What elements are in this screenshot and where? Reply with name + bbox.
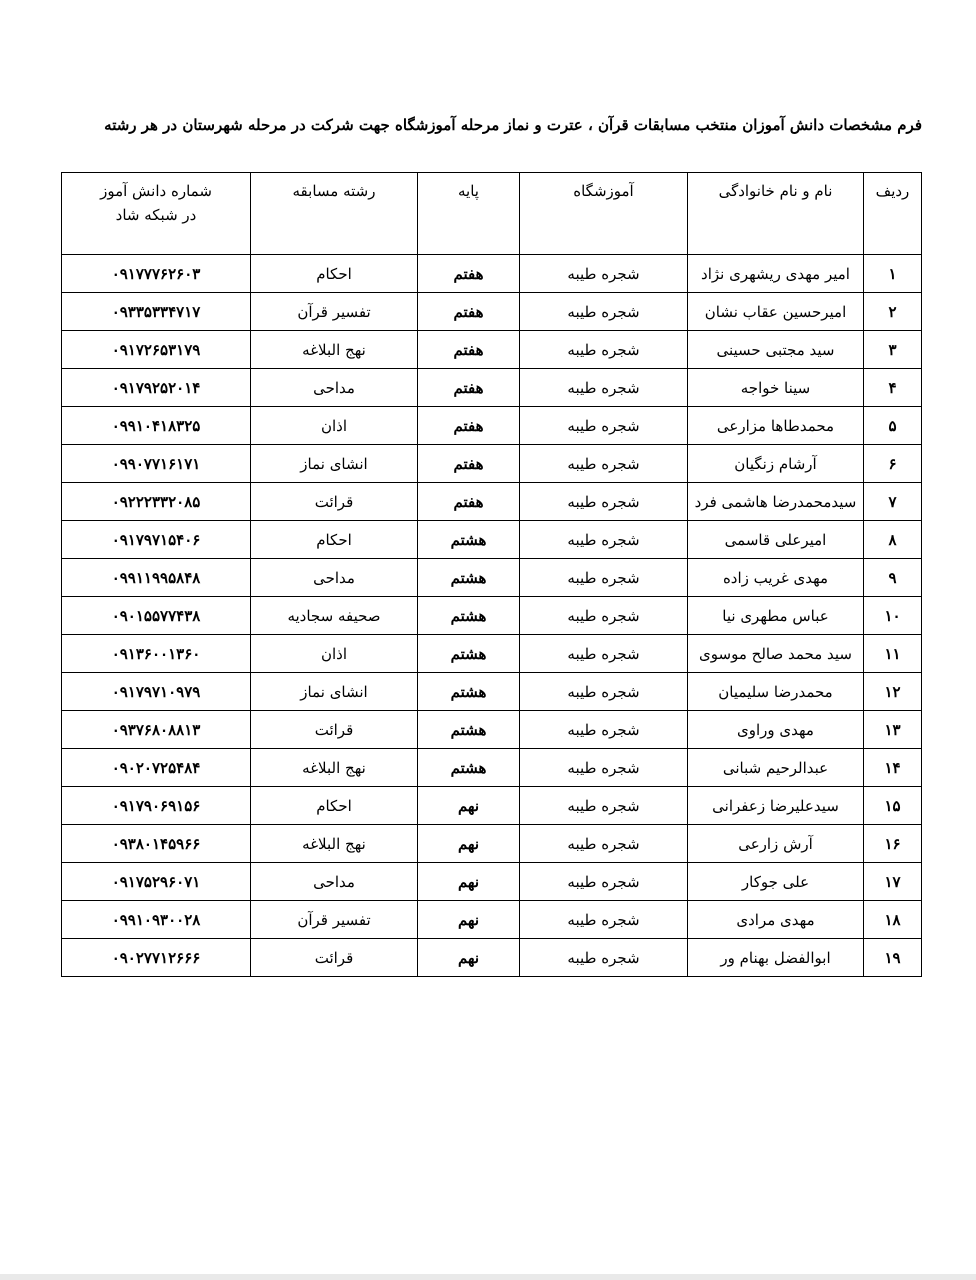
cell-school: شجره طیبه — [520, 863, 688, 901]
students-table — [61, 172, 922, 977]
page-title: فرم مشخصات دانش آموزان منتخب مسابقات قرآن ، عترت و نماز مرحله آموزشگاه جهت شرکت در مرحله شهرستان در هر رشته — [104, 116, 922, 134]
cell-school: شجره طیبه — [520, 369, 688, 407]
cell-field: قرائت — [251, 939, 418, 977]
cell-field: قرائت — [251, 483, 418, 521]
cell-row-number: ۱۴ — [864, 749, 922, 787]
cell-field: مداحی — [251, 863, 418, 901]
cell-school: شجره طیبه — [520, 445, 688, 483]
cell-field: اذان — [251, 635, 418, 673]
cell-field: صحیفه سجادیه — [251, 597, 418, 635]
table-row — [62, 559, 922, 597]
cell-school: شجره طیبه — [520, 331, 688, 369]
cell-phone: ۰۹۹۰۷۷۱۶۱۷۱ — [62, 445, 251, 483]
cell-field: اذان — [251, 407, 418, 445]
cell-name: علی جوکار — [688, 863, 864, 901]
table-row — [62, 483, 922, 521]
cell-field: نهج البلاغه — [251, 749, 418, 787]
cell-field: نهج البلاغه — [251, 825, 418, 863]
cell-phone: ۰۹۰۲۰۷۲۵۴۸۴ — [62, 749, 251, 787]
cell-name: امیرحسین عقاب نشان — [688, 293, 864, 331]
cell-field: احکام — [251, 255, 418, 293]
cell-grade: هشتم — [418, 521, 520, 559]
table-row — [62, 597, 922, 635]
cell-name: سید محمد صالح موسوی — [688, 635, 864, 673]
cell-phone: ۰۹۱۷۹۰۶۹۱۵۶ — [62, 787, 251, 825]
cell-phone: ۰۹۰۲۷۷۱۲۶۶۶ — [62, 939, 251, 977]
header-name: نام و نام خانوادگی — [688, 173, 864, 255]
cell-name: مهدی غریب زاده — [688, 559, 864, 597]
cell-school: شجره طیبه — [520, 483, 688, 521]
table-row — [62, 407, 922, 445]
cell-name: ابوالفضل بهنام ور — [688, 939, 864, 977]
cell-school: شجره طیبه — [520, 293, 688, 331]
header-phone-line1: شماره دانش آموز — [100, 182, 212, 200]
cell-name: سیدمحمدرضا هاشمی فرد — [688, 483, 864, 521]
header-phone — [62, 173, 251, 255]
cell-row-number: ۷ — [864, 483, 922, 521]
cell-row-number: ۱۰ — [864, 597, 922, 635]
cell-grade: هشتم — [418, 711, 520, 749]
cell-row-number: ۵ — [864, 407, 922, 445]
cell-row-number: ۱۹ — [864, 939, 922, 977]
cell-school: شجره طیبه — [520, 901, 688, 939]
cell-name: محمدرضا سلیمیان — [688, 673, 864, 711]
cell-school: شجره طیبه — [520, 825, 688, 863]
header-phone-line2: در شبکه شاد — [115, 206, 197, 224]
cell-row-number: ۱۳ — [864, 711, 922, 749]
cell-grade: هفتم — [418, 255, 520, 293]
cell-school: شجره طیبه — [520, 787, 688, 825]
cell-phone: ۰۹۱۷۹۷۱۰۹۷۹ — [62, 673, 251, 711]
cell-phone: ۰۹۹۱۰۴۱۸۳۲۵ — [62, 407, 251, 445]
cell-row-number: ۲ — [864, 293, 922, 331]
cell-school: شجره طیبه — [520, 635, 688, 673]
cell-row-number: ۱۷ — [864, 863, 922, 901]
cell-phone: ۰۹۳۸۰۱۴۵۹۶۶ — [62, 825, 251, 863]
cell-phone: ۰۹۱۷۹۲۵۲۰۱۴ — [62, 369, 251, 407]
table-row — [62, 635, 922, 673]
cell-name: محمدطاها مزارعی — [688, 407, 864, 445]
cell-row-number: ۶ — [864, 445, 922, 483]
cell-phone: ۰۹۰۱۵۵۷۷۴۳۸ — [62, 597, 251, 635]
cell-grade: هشتم — [418, 749, 520, 787]
table-row — [62, 255, 922, 293]
cell-school: شجره طیبه — [520, 521, 688, 559]
cell-grade: نهم — [418, 863, 520, 901]
cell-field: انشای نماز — [251, 445, 418, 483]
cell-school: شجره طیبه — [520, 407, 688, 445]
cell-field: تفسیر قرآن — [251, 901, 418, 939]
cell-name: آرش زارعی — [688, 825, 864, 863]
cell-row-number: ۱ — [864, 255, 922, 293]
cell-school: شجره طیبه — [520, 255, 688, 293]
cell-phone: ۰۹۱۷۷۷۶۲۶۰۳ — [62, 255, 251, 293]
cell-field: احکام — [251, 521, 418, 559]
table-body — [62, 255, 922, 977]
header-grade: پایه — [418, 173, 520, 255]
table-row — [62, 749, 922, 787]
cell-name: آرشام زنگیان — [688, 445, 864, 483]
cell-row-number: ۱۸ — [864, 901, 922, 939]
cell-name: سینا خواجه — [688, 369, 864, 407]
cell-name: سید مجتبی حسینی — [688, 331, 864, 369]
table-row — [62, 939, 922, 977]
table-row — [62, 787, 922, 825]
cell-grade: هشتم — [418, 559, 520, 597]
cell-grade: نهم — [418, 901, 520, 939]
cell-school: شجره طیبه — [520, 673, 688, 711]
page-bottom-edge — [0, 1274, 976, 1280]
cell-row-number: ۸ — [864, 521, 922, 559]
cell-field: انشای نماز — [251, 673, 418, 711]
cell-phone: ۰۹۹۱۱۹۹۵۸۴۸ — [62, 559, 251, 597]
table-row — [62, 293, 922, 331]
table-row — [62, 673, 922, 711]
cell-phone: ۰۹۳۷۶۸۰۸۸۱۳ — [62, 711, 251, 749]
cell-phone: ۰۹۲۲۲۳۳۲۰۸۵ — [62, 483, 251, 521]
cell-row-number: ۱۶ — [864, 825, 922, 863]
cell-row-number: ۱۱ — [864, 635, 922, 673]
header-field: رشته مسابقه — [251, 173, 418, 255]
cell-grade: هفتم — [418, 293, 520, 331]
cell-grade: هفتم — [418, 369, 520, 407]
cell-grade: نهم — [418, 939, 520, 977]
table-row — [62, 369, 922, 407]
cell-field: مداحی — [251, 369, 418, 407]
cell-name: مهدی مرادی — [688, 901, 864, 939]
cell-grade: هفتم — [418, 407, 520, 445]
cell-grade: هشتم — [418, 673, 520, 711]
cell-grade: نهم — [418, 825, 520, 863]
cell-grade: نهم — [418, 787, 520, 825]
cell-name: عباس مطهری نیا — [688, 597, 864, 635]
cell-field: مداحی — [251, 559, 418, 597]
cell-row-number: ۱۲ — [864, 673, 922, 711]
header-row-number: ردیف — [864, 173, 922, 255]
cell-row-number: ۴ — [864, 369, 922, 407]
cell-name: مهدی وراوی — [688, 711, 864, 749]
table-header-row — [62, 173, 922, 255]
cell-school: شجره طیبه — [520, 711, 688, 749]
cell-school: شجره طیبه — [520, 939, 688, 977]
cell-school: شجره طیبه — [520, 559, 688, 597]
table-row — [62, 901, 922, 939]
cell-grade: هشتم — [418, 635, 520, 673]
cell-phone: ۰۹۱۳۶۰۰۱۳۶۰ — [62, 635, 251, 673]
cell-school: شجره طیبه — [520, 597, 688, 635]
table-row — [62, 445, 922, 483]
table-row — [62, 863, 922, 901]
cell-grade: هفتم — [418, 331, 520, 369]
table-row — [62, 825, 922, 863]
cell-row-number: ۹ — [864, 559, 922, 597]
header-school: آموزشگاه — [520, 173, 688, 255]
cell-grade: هفتم — [418, 445, 520, 483]
cell-school: شجره طیبه — [520, 749, 688, 787]
cell-field: نهج البلاغه — [251, 331, 418, 369]
cell-name: عبدالرحیم شبانی — [688, 749, 864, 787]
cell-phone: ۰۹۱۷۹۷۱۵۴۰۶ — [62, 521, 251, 559]
cell-grade: هفتم — [418, 483, 520, 521]
cell-field: تفسیر قرآن — [251, 293, 418, 331]
cell-grade: هشتم — [418, 597, 520, 635]
table-row — [62, 711, 922, 749]
cell-field: قرائت — [251, 711, 418, 749]
cell-phone: ۰۹۱۷۵۲۹۶۰۷۱ — [62, 863, 251, 901]
table-row — [62, 521, 922, 559]
table-row — [62, 331, 922, 369]
cell-row-number: ۳ — [864, 331, 922, 369]
cell-phone: ۰۹۱۷۲۶۵۳۱۷۹ — [62, 331, 251, 369]
cell-row-number: ۱۵ — [864, 787, 922, 825]
cell-name: سیدعلیرضا زعفرانی — [688, 787, 864, 825]
cell-phone: ۰۹۹۱۰۹۳۰۰۲۸ — [62, 901, 251, 939]
cell-phone: ۰۹۳۳۵۳۳۴۷۱۷ — [62, 293, 251, 331]
cell-name: امیرعلی قاسمی — [688, 521, 864, 559]
cell-field: احکام — [251, 787, 418, 825]
cell-name: امیر مهدی ریشهری نژاد — [688, 255, 864, 293]
